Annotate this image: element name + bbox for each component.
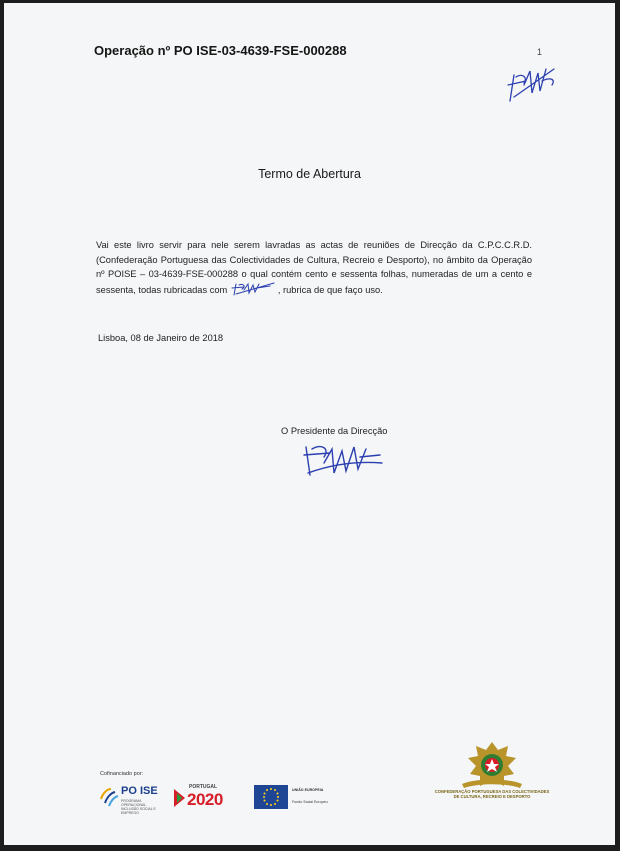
portugal-year: 2020 (187, 790, 223, 809)
portugal-label: PORTUGAL (189, 784, 218, 790)
document-title: Termo de Abertura (258, 167, 361, 181)
initials-signature (502, 65, 560, 103)
document-body (96, 238, 532, 297)
eu-title: UNIÃO EUROPEIA (292, 788, 324, 792)
poise-name: PO ISE (121, 785, 158, 797)
page-number: 1 (537, 47, 543, 57)
portugal2020-logo (172, 783, 246, 813)
inline-initials-signature (230, 282, 278, 296)
document-page (4, 3, 615, 845)
eu-flag-icon (254, 785, 288, 809)
eu-fund: Fundo Social Europeu (292, 800, 328, 804)
confederation-emblem-icon (442, 738, 542, 810)
operation-title: Operação nº PO ISE-03-4639-FSE-000288 (94, 43, 347, 58)
poise-logo (99, 783, 167, 813)
place-date: Lisboa, 08 de Janeiro de 2018 (98, 333, 224, 343)
body-text-start: Vai este livro servir para nele serem lavradas as actas de reuniões de Direcção da C.P.C.C.R.D. (Confederação Portuguesa das Colectividades de Cultura, Recreio e Desporto), no âmbito da Operação nº POISE – 03-4639-FSE-000288 o qual contém cento e sessenta folhas, numeradas de um a cento e sessenta, todas rubricadas com (96, 240, 532, 295)
poise-mark-icon (99, 785, 119, 807)
body-text-end: , rubrica de que faço uso. (277, 284, 383, 295)
signature-role: O Presidente da Direcção (281, 426, 388, 436)
eu-logo (254, 785, 338, 811)
confederation-name: CONFEDERAÇÃO PORTUGUESA DAS COLECTIVIDADES DE CULTURA, RECREIO E DESPORTO (434, 789, 550, 799)
portugal2020-mark-icon (172, 787, 187, 809)
cofinanced-label: Cofinanciado por: (100, 771, 144, 777)
president-signature (300, 441, 384, 479)
poise-subtitle: PROGRAMA OPERACIONAL INCLUSÃO SOCIAL E EMPREGO (121, 799, 156, 815)
